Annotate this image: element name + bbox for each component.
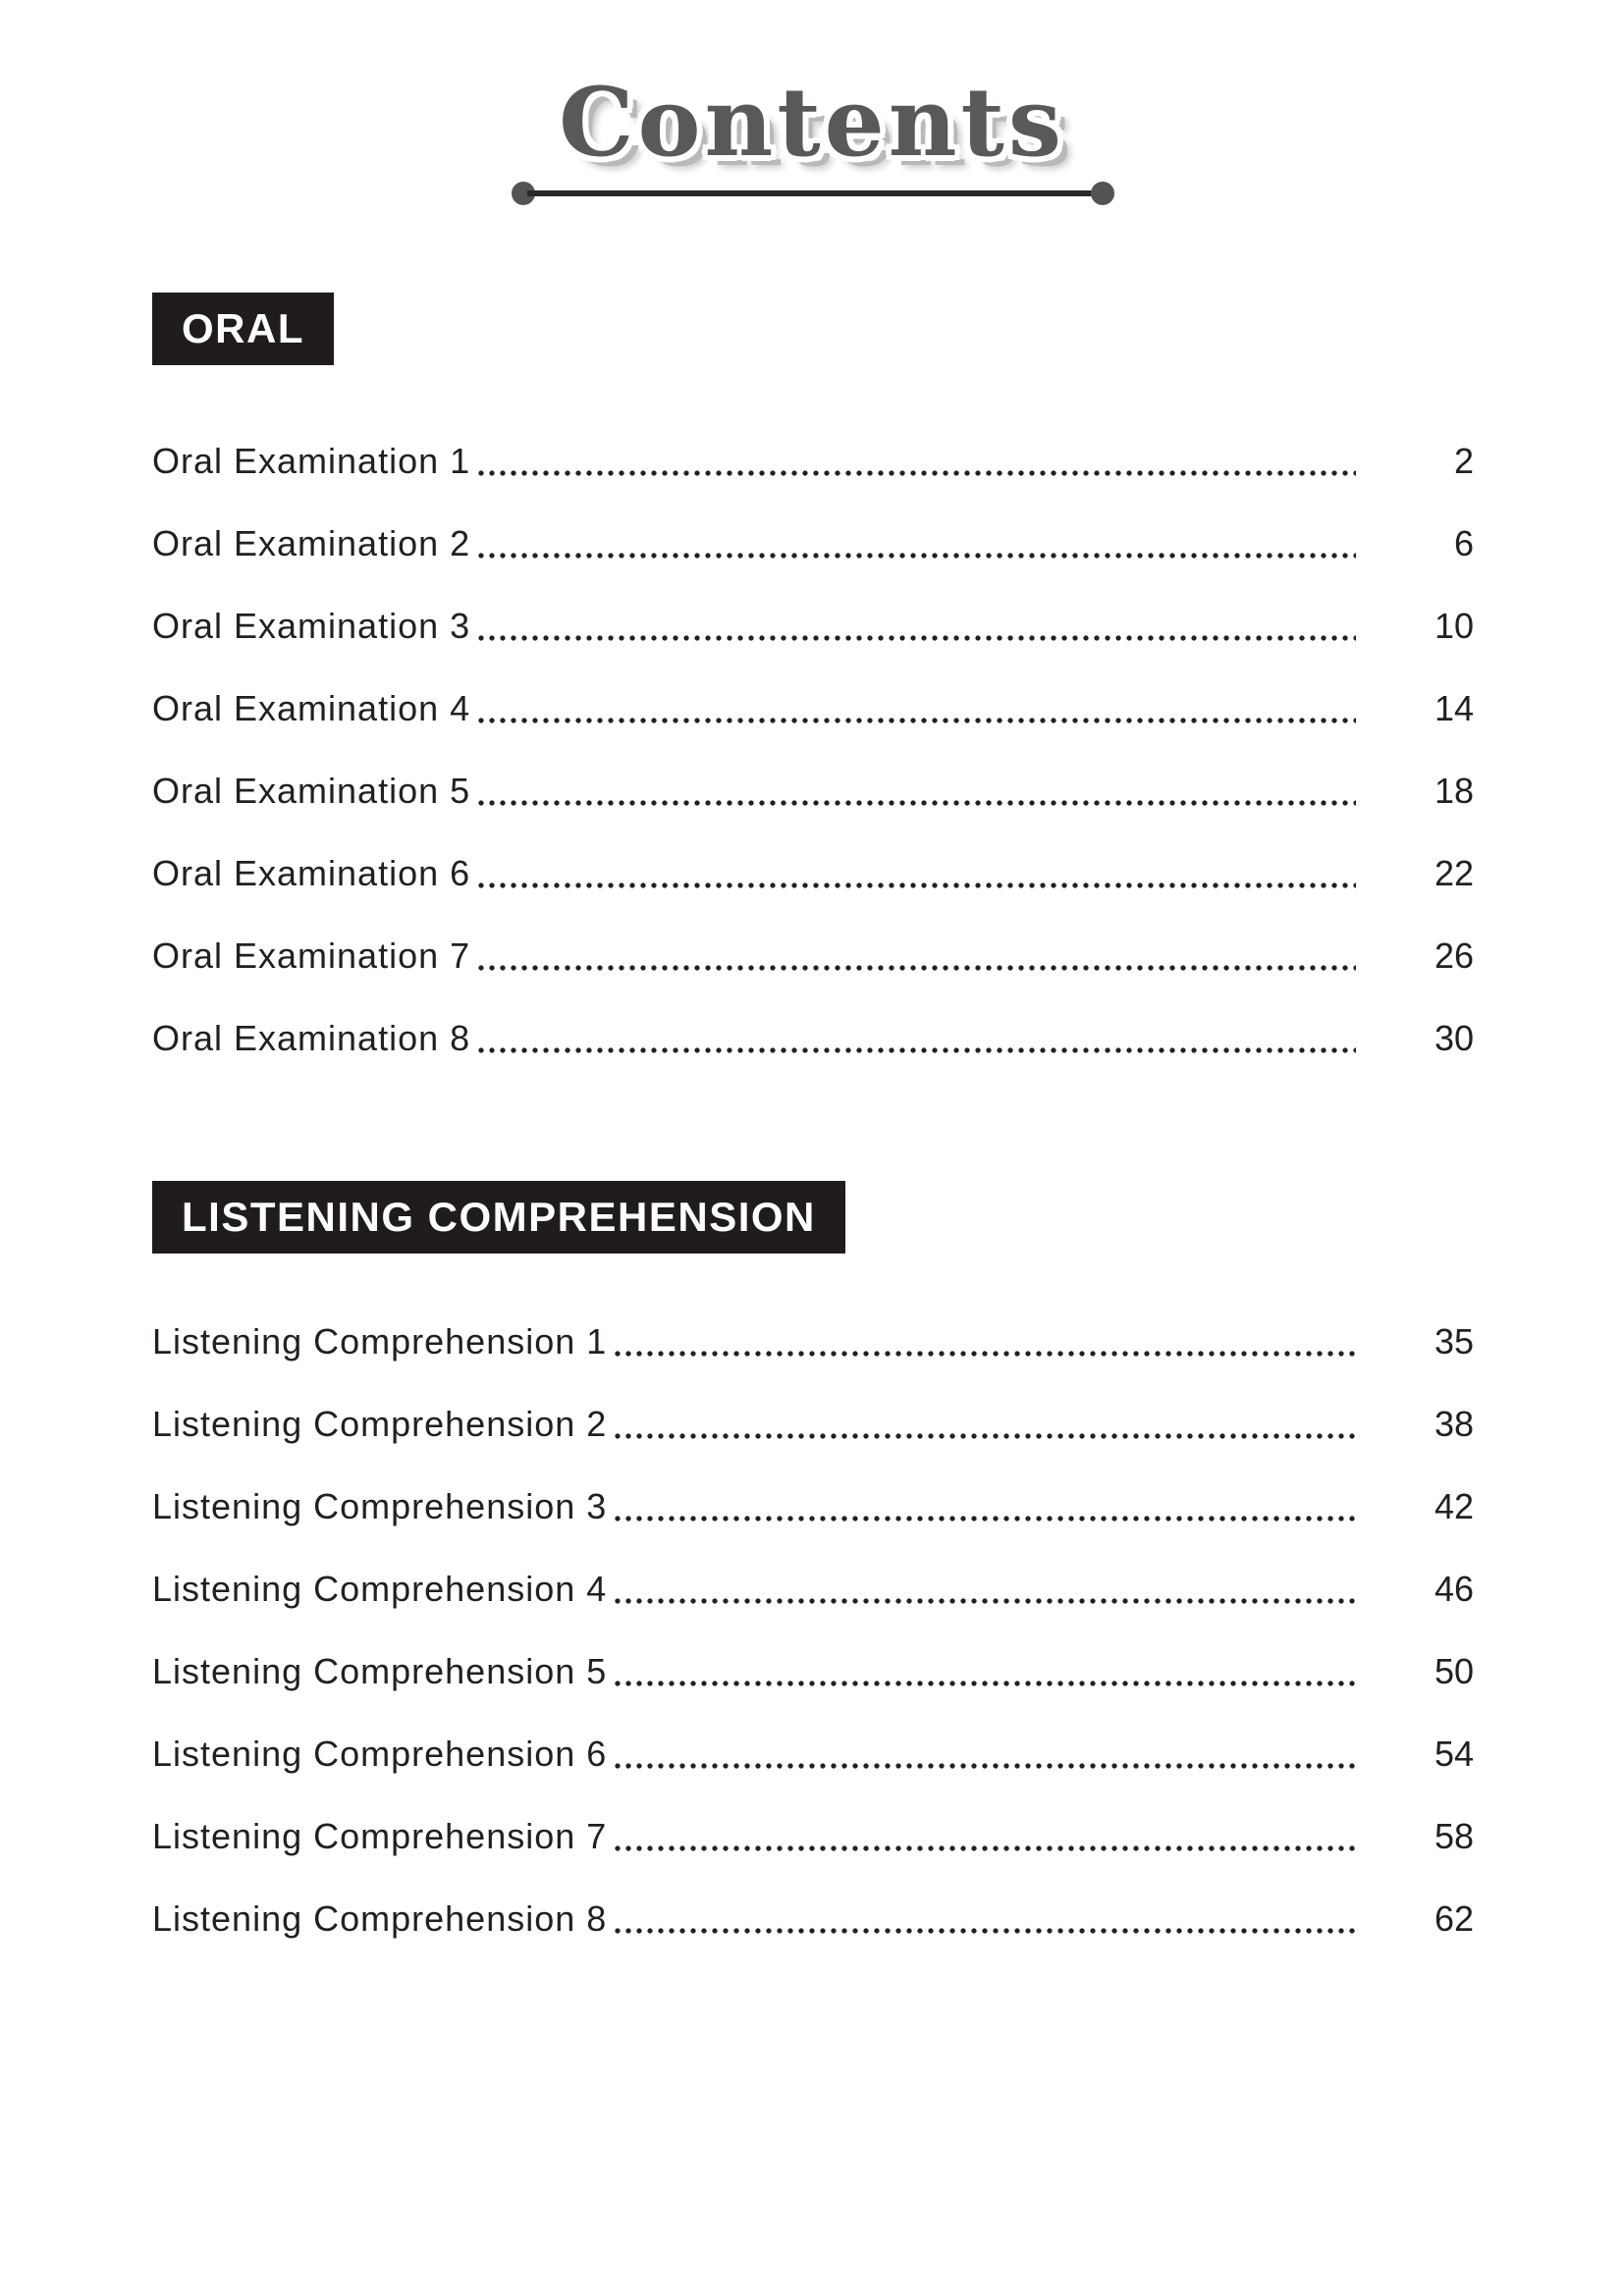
- toc-entry-page: 22: [1434, 853, 1474, 893]
- dot-leader: [478, 852, 1356, 895]
- dot-leader: [478, 770, 1356, 813]
- toc-entry-title: Oral Examination 3: [152, 606, 471, 646]
- toc-entry: [152, 1713, 1474, 1795]
- toc-entry-title: Oral Examination 8: [152, 1018, 471, 1058]
- oral-toc-list: [152, 420, 1474, 1080]
- toc-entry: [152, 1795, 1474, 1878]
- toc-entry-title: Oral Examination 7: [152, 935, 471, 976]
- toc-entry: [152, 1466, 1474, 1548]
- toc-entry: [152, 667, 1474, 750]
- dot-leader: [478, 440, 1356, 483]
- toc-entry-title: Listening Comprehension 7: [152, 1816, 608, 1856]
- toc-entry-title: Oral Examination 5: [152, 771, 471, 811]
- dot-leader: [615, 1733, 1356, 1776]
- title-divider: [512, 182, 1114, 205]
- dot-leader: [615, 1403, 1356, 1446]
- toc-entry-title: Listening Comprehension 4: [152, 1569, 608, 1609]
- dot-leader: [615, 1320, 1356, 1363]
- toc-entry-page: 14: [1434, 688, 1474, 728]
- divider-line: [527, 190, 1099, 196]
- toc-entry-page: 35: [1434, 1321, 1474, 1362]
- toc-entry-title: Listening Comprehension 1: [152, 1321, 608, 1362]
- toc-entry-page: 46: [1434, 1569, 1474, 1609]
- dot-leader: [615, 1650, 1356, 1693]
- toc-entry: [152, 585, 1474, 667]
- dot-leader: [478, 522, 1356, 565]
- dot-leader: [478, 934, 1356, 978]
- toc-entry-page: 18: [1434, 771, 1474, 811]
- toc-entry-page: 2: [1453, 441, 1474, 481]
- toc-entry-page: 62: [1434, 1898, 1474, 1939]
- toc-entry-title: Oral Examination 2: [152, 523, 471, 563]
- toc-entry-page: 26: [1434, 935, 1474, 976]
- toc-entry: [152, 1548, 1474, 1630]
- toc-entry-title: Oral Examination 1: [152, 441, 471, 481]
- toc-entry-title: Oral Examination 4: [152, 688, 471, 728]
- dot-leader: [615, 1568, 1356, 1611]
- dot-leader: [615, 1815, 1356, 1858]
- toc-entry-title: Listening Comprehension 5: [152, 1651, 608, 1691]
- toc-entry: [152, 997, 1474, 1080]
- toc-entry: [152, 1301, 1474, 1383]
- dot-leader: [478, 605, 1356, 648]
- toc-entry-page: 6: [1453, 523, 1474, 563]
- toc-entry-title: Listening Comprehension 8: [152, 1898, 608, 1939]
- toc-entry-page: 54: [1434, 1734, 1474, 1774]
- dot-leader: [615, 1897, 1356, 1941]
- section-header-oral: ORAL: [152, 293, 334, 365]
- dot-leader: [615, 1485, 1356, 1528]
- toc-entry-page: 10: [1434, 606, 1474, 646]
- toc-entry-title: Listening Comprehension 2: [152, 1404, 608, 1444]
- toc-entry: [152, 832, 1474, 915]
- toc-entry-title: Listening Comprehension 6: [152, 1734, 608, 1774]
- listening-comprehension-toc-list: [152, 1301, 1474, 1960]
- toc-entry: [152, 1383, 1474, 1466]
- section-header-listening-comprehension: LISTENING COMPREHENSION: [152, 1181, 845, 1254]
- toc-entry-page: 42: [1434, 1486, 1474, 1526]
- toc-entry-page: 58: [1434, 1816, 1474, 1856]
- toc-entry-page: 30: [1434, 1018, 1474, 1058]
- page-title: Contents: [559, 67, 1065, 178]
- toc-entry: [152, 420, 1474, 503]
- divider-dot-right: [1091, 182, 1114, 205]
- toc-entry-title: Listening Comprehension 3: [152, 1486, 608, 1526]
- toc-entry: [152, 915, 1474, 997]
- dot-leader: [478, 1017, 1356, 1060]
- toc-entry: [152, 750, 1474, 832]
- toc-entry-page: 50: [1434, 1651, 1474, 1691]
- toc-entry: [152, 503, 1474, 585]
- toc-entry-page: 38: [1434, 1404, 1474, 1444]
- toc-entry: [152, 1630, 1474, 1713]
- toc-entry-title: Oral Examination 6: [152, 853, 471, 893]
- dot-leader: [478, 687, 1356, 730]
- toc-entry: [152, 1878, 1474, 1960]
